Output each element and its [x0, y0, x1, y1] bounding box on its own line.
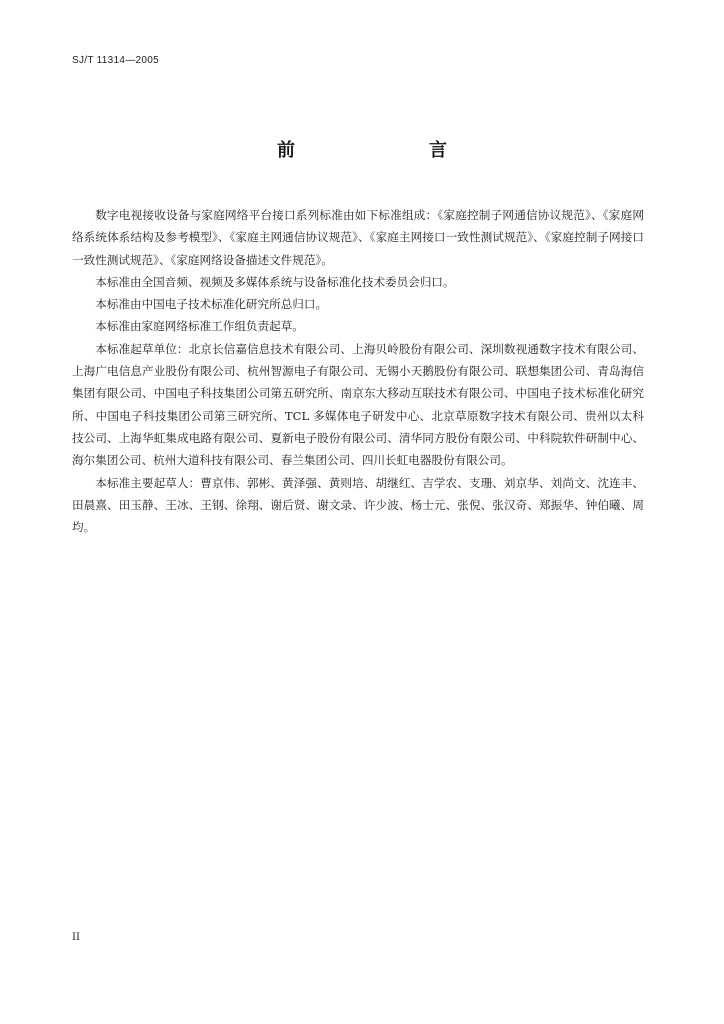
paragraph-series-composition: 数字电视接收设备与家庭网络平台接口系列标准由如下标准组成：《家庭控制子网通信协议规范》、《家庭网络系统体系结构及参考模型》、《家庭主网通信协议规范》、《家庭主网接口一致性测试规范》、《家庭控制子网接口一致性测试规范》、《家庭网络设备描述文件规范》。 [72, 208, 644, 267]
document-body [72, 204, 644, 538]
standard-code: SJ/T 11314—2005 [72, 55, 159, 66]
paragraph-general-centralized: 本标准由中国电子技术标准化研究所总归口。 [95, 297, 328, 312]
page-title: 前 言 [277, 140, 505, 161]
paragraph-drafting-units: 本标准起草单位：北京长信嘉信息技术有限公司、上海贝岭股份有限公司、深圳数视通数字技术有限公司、上海广电信息产业股份有限公司、杭州智源电子有限公司、无锡小天鹅股份有限公司、联想集团公司、青岛海信集团有限公司、中国电子科技集团公司第五研究所、南京东大移动互联技术有限公司、中国电子技术标准化研究所、中国电子科技集团公司第三研究所、TCL 多媒体电子研发中心、北京草原数字技术有限公司、贵州以太科技公司、上海华虹集成电路有限公司、夏新电子股份有限公司、清华同方股份有限公司、中科院软件研制中心、海尔集团公司、杭州大道科技有限公司、春兰集团公司、四川长虹电器股份有限公司。 [72, 341, 644, 468]
paragraph-main-drafters: 本标准主要起草人：曹京伟、郭彬、黄泽强、黄则培、胡继红、吉学农、支珊、刘京华、刘尚文、沈连丰、田晨熹、田玉静、王冰、王钢、徐翔、谢后贤、谢文录、许少波、杨士元、张倪、张汉奇、郑振华、钟伯曦、周均。 [72, 475, 644, 535]
page-number: II [72, 932, 80, 943]
paragraph-drafting-group: 本标准由家庭网络标准工作组负责起草。 [95, 319, 304, 334]
paragraph-centralized-committee: 本标准由全国音频、视频及多媒体系统与设备标准化技术委员会归口。 [95, 274, 455, 289]
